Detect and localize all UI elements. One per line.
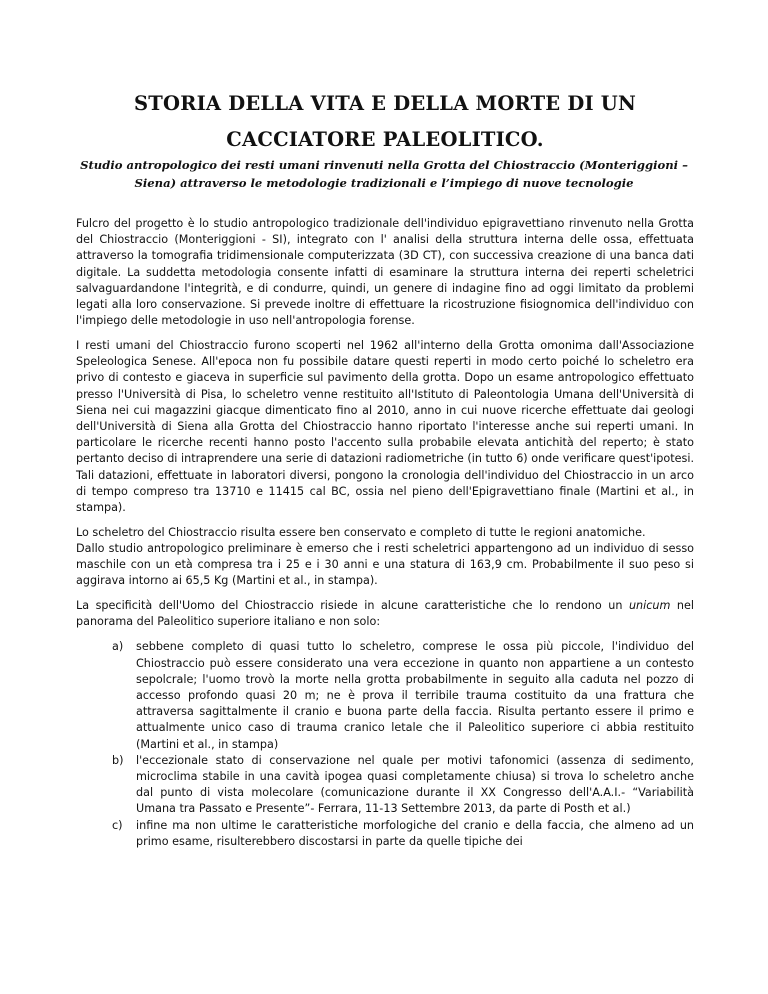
list-marker: c) xyxy=(112,818,123,832)
list-item xyxy=(76,818,694,850)
paragraph-anthropological-study: Dallo studio antropologico preliminare è emerso che i resti scheletrici appartengono ad un individuo di sesso maschile con un età compresa tra i 25 e i 30 anni e una statura di 163,9 cm. Probabilmente il suo peso si aggirava intorno ai 65,5 Kg (Martini et al., in stampa). xyxy=(76,541,694,588)
specificity-text-end: nel panorama del Paleolitico superiore italiano e non solo: xyxy=(76,598,695,629)
document-subtitle: Studio antropologico dei resti umani rinvenuti nella Grotta del Chiostraccio (Monteriggioni – Siena) attraverso le metodologie tradizionali e l’impiego di nuove tecnologie xyxy=(80,158,688,190)
specificity-text-start: La specificità dell'Uomo del Chiostraccio risiede in alcune caratteristiche che lo rendono un xyxy=(76,598,629,612)
list-item xyxy=(76,639,694,752)
list-item-text: infine ma non ultime le caratteristiche morfologiche del cranio e della faccia, che almeno ad un primo esame, risulterebbero discostarsi in parte da quelle tipiche dei xyxy=(136,818,694,848)
paragraph-discovery-history: I resti umani del Chiostraccio furono scoperti nel 1962 all'interno della Grotta omonima dall'Associazione Speleologica Senese. All'epoca non fu possibile datare questi reperti in modo certo poiché lo scheletro era privo di contesto e giaceva in superficie sul pavimento della grotta. Dopo un esame antropologico effettuato presso l'Università di Pisa, lo scheletro venne restituito all'Istituto di Paleontologia Umana dell'Università di Siena nei cui magazzini giacque dimenticato fino al 2010, anno in cui nuove ricerche effettuate dai geologi dell'Università di Siena alla Grotta del Chiostraccio hanno riportato l'interesse anche sui reperti umani. In particolare le ricerche recenti hanno posto l'accento sulla probabile elevata antichità del reperto; è stato pertanto deciso di intraprendere una serie di datazioni radiometriche (in tutto 6) onde verificare quest'ipotesi. Tali datazioni, effettuate in laboratori diversi, pongono la cronologia dell'individuo del Chiostraccio in un arco di tempo compreso tra 13710 e 11415 cal BC, ossia nel pieno dell'Epigravettiano finale (Martini et al., in stampa). xyxy=(76,338,694,514)
unicum-term: unicum xyxy=(628,598,671,612)
document-title: STORIA DELLA VITA E DELLA MORTE DI UN CACCIATORE PALEOLITICO. xyxy=(134,92,636,151)
list-item xyxy=(76,753,694,818)
list-item-text: sebbene completo di quasi tutto lo scheletro, comprese le ossa più piccole, l'individuo del Chiostraccio può essere considerato una vera eccezione in quanto non appartiene a un contesto sepolcrale; l'uomo trovò la morte nella grotta probabilmente in seguito alla caduta nel pozzo di accesso profondo quasi 20 m; ne è prova il terribile trauma costituito da una frattura che attraversa sagittalmente il cranio e buona parte della faccia. Risulta pertanto essere il primo e attualmente unico caso di trauma cranico letale che il Paleolitico superiore ci abbia restituito (Martini et al., in stampa) xyxy=(136,640,694,751)
document-body xyxy=(76,216,694,850)
paragraph-conservation: Lo scheletro del Chiostraccio risulta essere ben conservato e completo di tutte le regioni anatomiche. xyxy=(76,525,646,539)
list-marker: a) xyxy=(112,640,124,654)
paragraph-project-focus: Fulcro del progetto è lo studio antropologico tradizionale dell'individuo epigravettiano rinvenuto nella Grotta del Chiostraccio (Monteriggioni - SI), integrato con l' analisi della struttura interna delle ossa, effettuata attraverso la tomografia tridimensionale computerizzata (3D CT), con successiva creazione di una banca dati digitale. La suddetta metodologia consente infatti di esaminare la struttura interna dei reperti scheletrici salvaguardandone l'integrità, e di condurre, quindi, un genere di indagine fino ad oggi limitato da problemi legati alla loro conservazione. Si prevede inoltre di effettuare la ricostruzione fisiognomica dell'individuo con l'impiego delle metodologie in uso nell'antropologia forense. xyxy=(76,217,694,328)
list-item-text: l'eccezionale stato di conservazione nel quale per motivi tafonomici (assenza di sedimento, microclima stabile in una cavità ipogea quasi completamente chiusa) si trova lo scheletro anche dal punto di vista molecolare (comunicazione durante il XX Congresso dell'A.A.I.- “Variabilità Umana tra Passato e Presente”- Ferrara, 11-13 Settembre 2013, da parte di Posth et al.) xyxy=(136,753,694,816)
paragraph-specificity xyxy=(76,598,694,630)
list-marker: b) xyxy=(112,753,124,767)
specificity-list xyxy=(76,639,694,850)
